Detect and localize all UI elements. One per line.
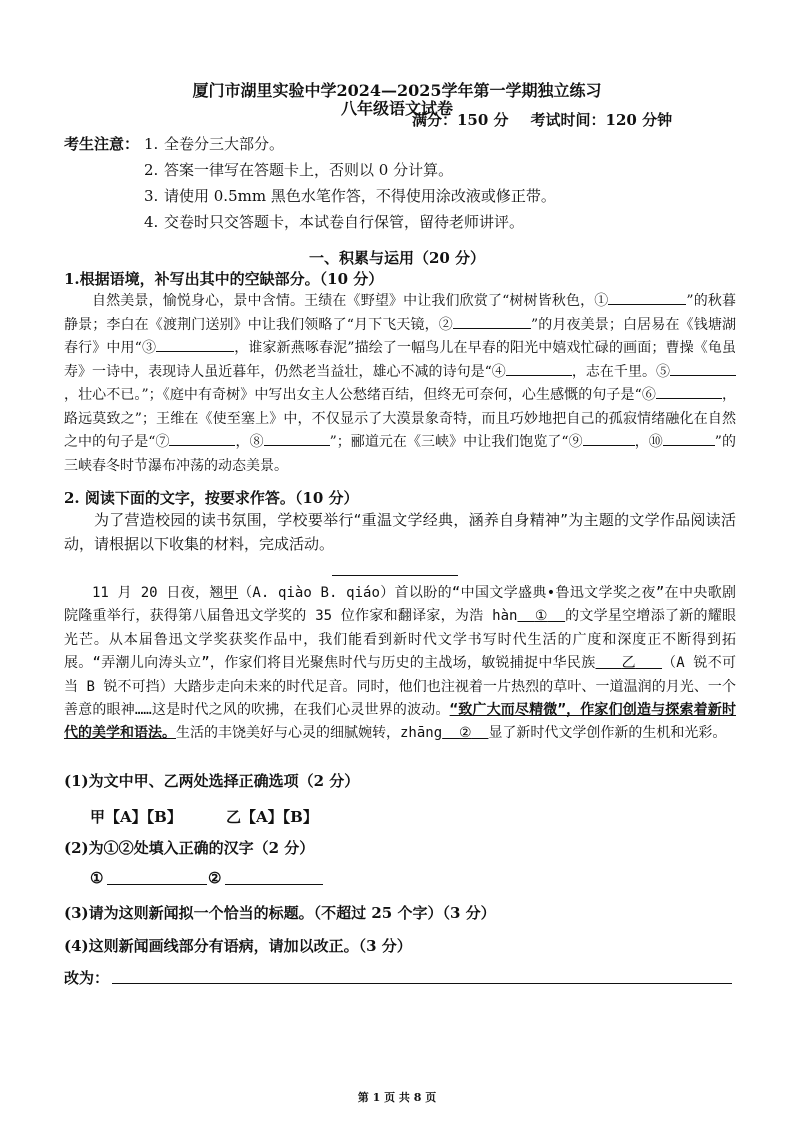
blank-2-label: ②: [208, 869, 222, 887]
answer-blank[interactable]: [506, 361, 572, 376]
answer-blank[interactable]: [169, 431, 235, 446]
blank-2-line[interactable]: [225, 884, 323, 885]
option-jia[interactable]: 甲【A】【B】: [90, 808, 182, 826]
section-title: 一、积累与运用（20 分）: [308, 249, 486, 267]
sub-question-4: (4)这则新闻画线部分有语病，请加以改正。（3 分）: [64, 937, 412, 955]
sub-question-2: (2)为①②处填入正确的汉字（2 分）: [64, 839, 315, 857]
notice-item: 3. 请使用 0.5mm 黑色水笔作答，不得使用涂改液或修正带。: [144, 187, 556, 205]
exam-time: 考试时间：120 分钟: [530, 111, 673, 129]
answer-blank[interactable]: [608, 290, 686, 305]
score-time-line: [412, 109, 694, 130]
notice-label: 考生注意：: [64, 135, 140, 153]
mark-jia: 甲: [223, 585, 239, 601]
underlined-sentence: “致广大而尽精微”，作家们创造与探索着新时代的美学和语法。: [64, 702, 737, 742]
mark-1: ①: [534, 608, 548, 625]
mark-2: ②: [459, 725, 472, 742]
notice-item: 2. 答案一律写在答题卡上，否则以 0 分计算。: [144, 161, 454, 179]
answer-blank[interactable]: [670, 361, 736, 376]
blank-1-label: ①: [90, 869, 104, 887]
full-score: 满分：150 分: [412, 111, 509, 129]
correction-label: 改为：: [64, 969, 110, 987]
answer-blank[interactable]: [583, 431, 635, 446]
exam-subtitle: 八年级语文试卷: [340, 99, 453, 118]
exam-title: 厦门市湖里实验中学2024—2025学年第一学期独立练习: [192, 81, 602, 100]
exam-notice: [64, 131, 556, 235]
question-2-intro: 为了营造校园的读书氛围，学校要举行“重温文学经典，涵养自身精神”为主题的文学作品阅读活动，请根据以下收集的材料，完成活动。: [64, 511, 736, 553]
blank-1-line[interactable]: [107, 884, 207, 885]
question-2-heading: 2. 阅读下面的文字，按要求作答。（10 分）: [64, 489, 359, 507]
sub-question-3: (3)请为这则新闻拟一个恰当的标题。（不超过 25 个字）（3 分）: [64, 904, 496, 922]
sub-question-1: (1)为文中甲、乙两处选择正确选项（2 分）: [64, 772, 360, 790]
answer-blank[interactable]: [264, 431, 330, 446]
answer-blank[interactable]: [156, 337, 234, 352]
notice-item: 4. 交卷时只交答题卡，本试卷自行保管，留待老师讲评。: [144, 213, 525, 231]
mark-yi: 乙: [621, 655, 636, 672]
option-yi[interactable]: 乙【A】【B】: [226, 808, 318, 826]
notice-item: 考生注意： 1. 全卷分三大部分。: [64, 131, 556, 157]
news-passage: 11 月 20 日夜，翘甲（A. qiào B. qiáo）首以盼的“中国文学盛典•鲁迅文学奖之夜”在中央歌剧院隆重举行，获得第八届鲁迅文学奖的 35 位作家和翻译家，为浩 hàn ① 的文学星空增添了新的耀眼光芒。从本届鲁迅文学奖获奖作品中，我们能看到新时代文学书写时代生活的广度和深度正不断得到拓展。“弄潮儿向涛头立”，作家们将目光聚焦时代与历史的主战场，敏锐捕捉中华民族 乙 （A 锐不可当 B 锐不可挡）大踏步走向未来的时代足音。同时，他们也注视着一片热烈的草叶、一道温润的月光、一个善意的眼神……这是时代之风的吹拂，在我们心灵世界的波动。“致广大而尽精微”，作家们创造与探索着新时代的美学和语法。生活的丰饶美好与心灵的细腻婉转，zhāng ② 显了新时代文学创作新的生机和光彩。: [64, 585, 737, 742]
news-title-blank: [332, 575, 458, 576]
page-number: 第 1 页 共 8 页: [357, 1091, 437, 1104]
question-1-heading: 1.根据语境，补写出其中的空缺部分。（10 分）: [64, 270, 384, 288]
answer-blank[interactable]: [663, 431, 715, 446]
answer-blank[interactable]: [453, 314, 531, 329]
correction-line[interactable]: [112, 983, 732, 984]
answer-blank[interactable]: [656, 384, 722, 399]
question-1-passage: 自然美景，愉悦身心，景中含情。王绩在《野望》中让我们欣赏了“树树皆秋色，① ”的秋暮静景；李白在《渡荆门送别》中让我们领略了“月下飞天镜，② ”的月夜美景；白居易在《钱塘湖春行》中用“③ ，谁家新燕啄春泥”描绘了一幅鸟儿在早春的阳光中嬉戏忙碌的画面；曹操《龟虽寿》一诗中，表现诗人虽近暮年，仍然老当益壮，雄心不减的诗句是“④ ，志在千里。⑤，壮心不已。”；《庭中有奇树》中写出女主人公愁绪百结，但终无可奈何，心生感慨的句子是“⑥ ，路远莫致之”；王维在《使至塞上》中，不仅显示了大漠景象奇特，而且巧妙地把自己的孤寂情绪融化在自然之中的句子是“⑦ ，⑧ ”；郦道元在《三峡》中让我们饱览了“⑨ ，⑩ ”的三峡春冬时节瀑布冲荡的动态美景。: [64, 290, 736, 478]
